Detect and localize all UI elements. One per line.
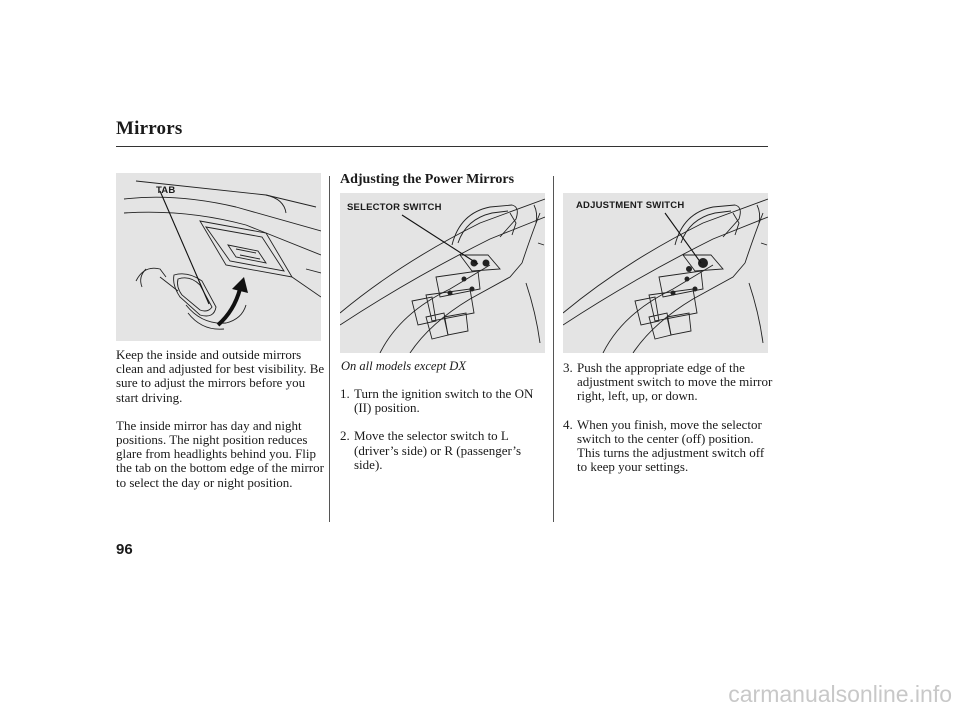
step-text: Push the appropriate edge of the adjustment switch to move the mirror right, left, up, or down.	[577, 360, 773, 404]
page-number: 96	[116, 541, 133, 558]
step-number: 2.	[340, 428, 350, 444]
step-number: 4.	[563, 416, 573, 432]
figure-caption: On all models except DX	[341, 359, 466, 373]
left-column-text	[116, 348, 326, 504]
tab-callout-label: TAB	[156, 185, 176, 196]
site-watermark: carmanualsonline.info	[728, 681, 952, 707]
step-number: 3.	[563, 360, 573, 375]
step-text: Move the selector switch to L (driver’s side) or R (passenger’s side).	[354, 428, 522, 472]
door-panel-illustration	[340, 193, 545, 353]
selector-switch-callout-label: SELECTOR SWITCH	[347, 202, 442, 213]
column-divider-right	[553, 176, 554, 522]
door-panel-illustration	[563, 193, 768, 353]
step-item	[563, 361, 773, 404]
right-column-steps	[563, 361, 773, 488]
subheading: Adjusting the Power Mirrors	[340, 172, 515, 187]
step-item	[340, 387, 550, 415]
header-rule	[116, 146, 768, 147]
step-item	[340, 429, 550, 472]
mirror-tab-figure	[116, 173, 321, 341]
paragraph: The inside mirror has day and night positions. The night position reduces glare from headlights behind you. Flip the tab on the bottom edge of the mirror to select the day or night position.	[116, 417, 324, 490]
column-divider-left	[329, 176, 330, 522]
paragraph: Keep the inside and outside mirrors clean and adjusted for best visibility. Be sure to adjust the mirrors before you start driving.	[116, 347, 325, 405]
adjustment-switch-figure	[563, 193, 768, 353]
step-text: When you finish, move the selector switch to the center (off) position. This turns the adjustment switch off to keep your settings.	[577, 416, 765, 475]
selector-switch-figure	[340, 193, 545, 353]
step-number: 1.	[340, 386, 350, 401]
step-item	[563, 418, 773, 475]
mirror-illustration	[116, 173, 321, 341]
middle-column-steps	[340, 387, 550, 486]
adjustment-switch-callout-label: ADJUSTMENT SWITCH	[576, 200, 685, 211]
section-title: Mirrors	[116, 118, 183, 139]
step-text: Turn the ignition switch to the ON (II) position.	[354, 386, 534, 416]
